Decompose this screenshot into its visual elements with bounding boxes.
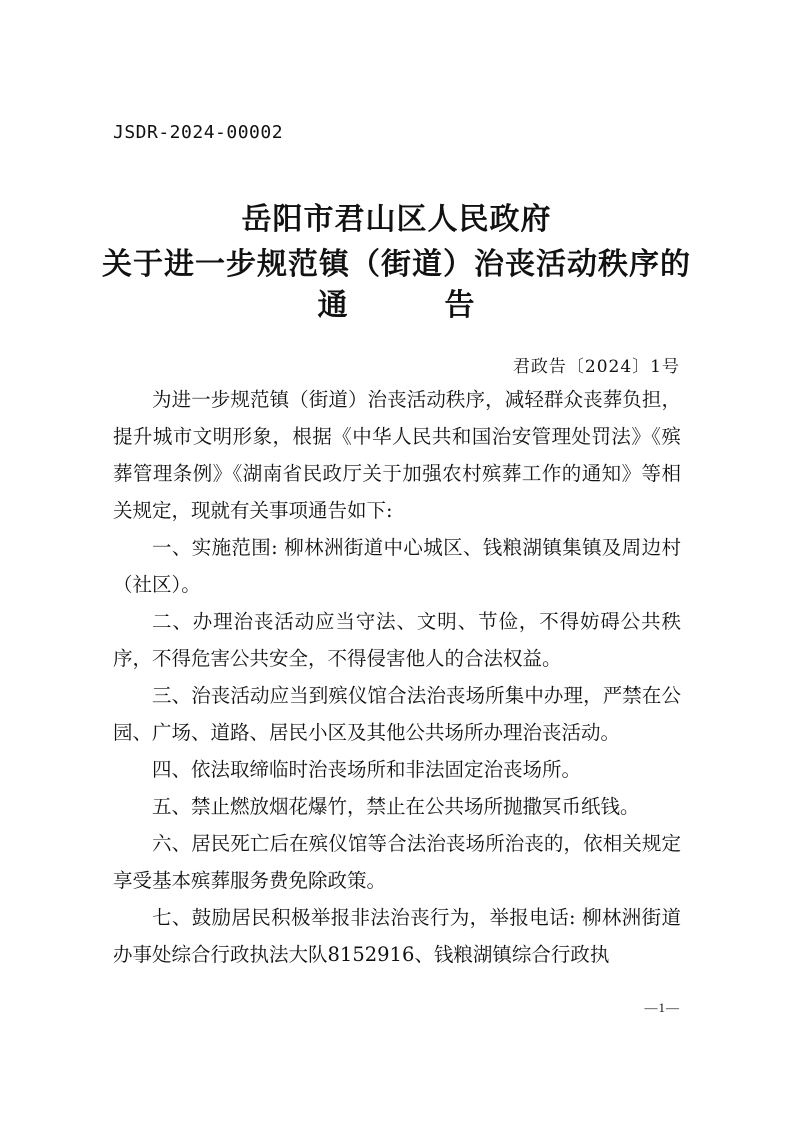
item-4-paragraph: 四、依法取缔临时治丧场所和非法固定治丧场所。 [152, 758, 582, 781]
notice-body [113, 381, 681, 973]
item-6-paragraph: 六、居民死亡后在殡仪馆等合法治丧场所治丧的，依相关规定享受基本殡葬服务费免除政策。 [113, 832, 681, 892]
item-3-paragraph: 三、治丧活动应当到殡仪馆合法治丧场所集中办理，严禁在公园、广场、道路、居民小区及其他公共场所办理治丧活动。 [113, 684, 681, 744]
item-1-paragraph: 一、实施范围: 柳林洲街道中心城区、钱粮湖镇集镇及周边村（社区）。 [113, 536, 681, 596]
title-line-2: 关于进一步规范镇（街道）治丧活动秩序的 [102, 247, 691, 282]
intro-paragraph: 为进一步规范镇（街道）治丧活动秩序，减轻群众丧葬负担，提升城市文明形象，根据《中华人民共和国治安管理处罚法》《殡葬管理条例》《湖南省民政厅关于加强农村殡葬工作的通知》等相关规定，现就有关事项通告如下: [113, 388, 681, 522]
page-number: —1— [644, 1000, 680, 1015]
title-word-tong: 通 [317, 288, 349, 323]
title-word-gao: 告 [444, 288, 476, 323]
item-5-paragraph: 五、禁止燃放烟花爆竹，禁止在公共场所抛撒冥币纸钱。 [152, 795, 640, 818]
title-line-1: 岳阳市君山区人民政府 [241, 202, 552, 237]
document-number: 君政告〔2024〕1号 [512, 357, 680, 377]
title-line-3 [0, 284, 793, 328]
item-7-paragraph: 七、鼓励居民积极举报非法治丧行为，举报电话: 柳林洲街道办事处综合行政执法大队8152916、钱粮湖镇综合行政执 [113, 906, 681, 966]
item-2-paragraph: 二、办理治丧活动应当守法、文明、节俭，不得妨碍公共秩序，不得危害公共安全，不得侵害他人的合法权益。 [113, 610, 681, 670]
document-id: JSDR-2024-00002 [113, 122, 284, 143]
